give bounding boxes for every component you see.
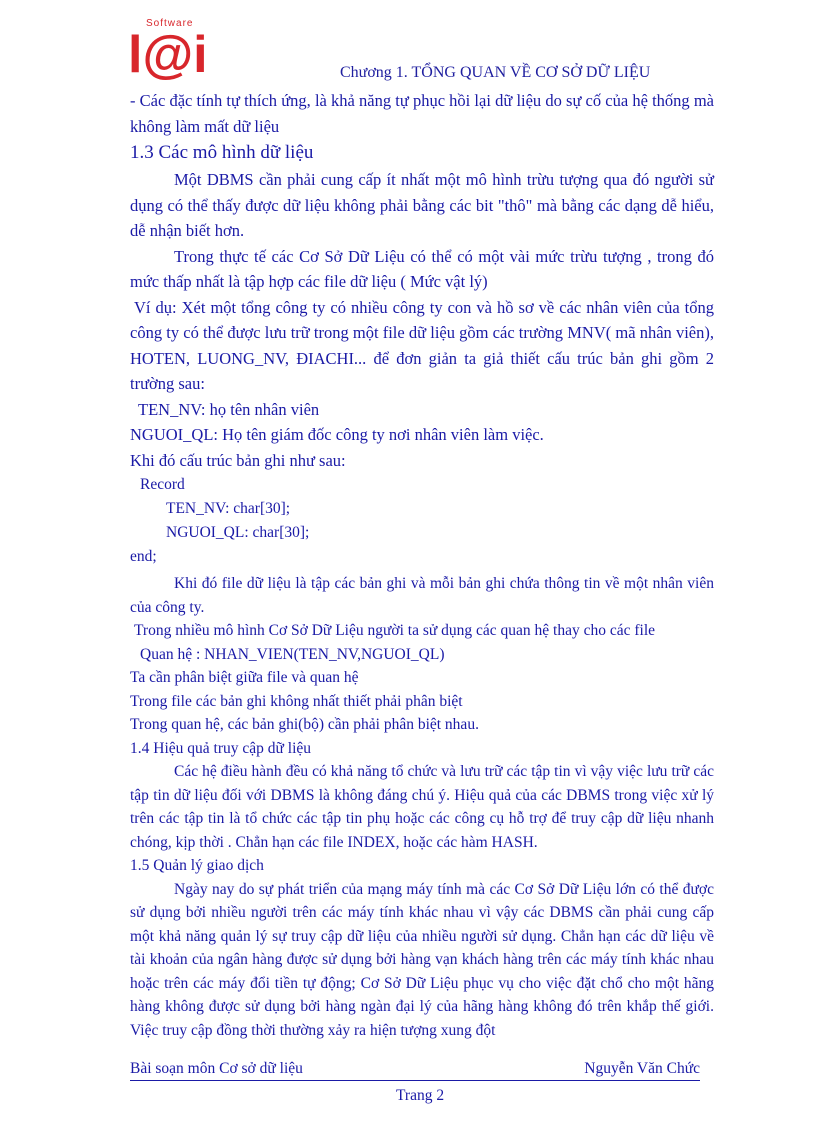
page-number: Trang 2 xyxy=(396,1087,445,1104)
code-line: Record xyxy=(140,476,185,493)
heading-1-3: 1.3 Các mô hình dữ liệu xyxy=(130,142,314,163)
footer-author: Nguyễn Văn Chức xyxy=(584,1060,700,1077)
svg-text:l@i: l@i xyxy=(128,26,208,82)
paragraph: Một DBMS cần phải cung cấp ít nhất một mô hình trừu tượng qua đó người sử dụng có thể thấy được dữ liệu không phải bằng các bit "thô" mà bằng các dạng dễ hiểu, dễ nhận biết hơn. xyxy=(130,170,714,240)
code-line: NGUOI_QL: char[30]; xyxy=(166,524,310,541)
paragraph: Các hệ điều hành đều có khả năng tổ chức và lưu trữ các tập tin vì vậy việc lưu trữ các tập tin dữ liệu đối với DBMS là không đáng chú ý. Hiệu quả của các DBMS trong việc xử lý trên các tập tin là tổ chức các tập tin phụ hoặc các công cụ hỗ trợ để truy cập dữ liệu nhanh chóng, kịp thời . Chẳn hạn các file INDEX, hoặc các hàm HASH. xyxy=(130,763,714,851)
record-intro: Khi đó cấu trúc bản ghi như sau: xyxy=(130,450,346,470)
code-line: TEN_NV: char[30]; xyxy=(166,500,291,517)
chapter-title: Chương 1. TỔNG QUAN VỀ CƠ SỞ DỮ LIỆU xyxy=(340,64,651,81)
publisher-logo xyxy=(126,16,218,82)
paragraph-example: Ví dụ: Xét một tổng công ty có nhiều công ty con và hồ sơ về các nhân viên của tổng công ty có thể được lưu trữ trong một file dữ liệu gồm các trường MNV( mã nhân viên), HOTEN, LUONG_NV, ĐIACHI... để đơn giản ta giả thiết cấu trúc bản ghi gồm 2 trường sau: xyxy=(130,297,714,393)
heading-1-5: 1.5 Quản lý giao dịch xyxy=(130,857,264,874)
paragraph: Ngày nay do sự phát triển của mạng máy tính mà các Cơ Sở Dữ Liệu lớn có thể được sử dụng bởi nhiều người trên các máy tính khác nhau vì vậy các DBMS cần phải cung cấp một khả năng quản lý sự truy cập dữ liệu của nhiều người sử dụng. Chẳn hạn các dữ liệu về tài khoản của ngân hàng được sử dụng bởi hàng vạn khách hàng trên các máy tính khác nhau hoặc trên các máy đổi tiền tự động; Cơ Sở Dữ Liệu phục vụ cho việc đặt chổ cho một hãng hàng không được sử dụng bởi hàng ngàn đại lý của hãng hàng không đó trên khắp thế giới. Việc truy cập đồng thời thường xảy ra hiện tượng xung đột xyxy=(130,880,714,1039)
code-line: end; xyxy=(130,548,157,565)
heading-1-4: 1.4 Hiệu quả truy cập dữ liệu xyxy=(130,739,312,757)
page-footer xyxy=(130,1060,700,1081)
footer-course: Bài soạn môn Cơ sở dữ liệu xyxy=(130,1060,303,1077)
text-line: Trong nhiều mô hình Cơ Sở Dữ Liệu người ta sử dụng các quan hệ thay cho các file xyxy=(134,622,656,639)
field-nguoi-ql: NGUOI_QL: Họ tên giám đốc công ty nơi nhân viên làm việc. xyxy=(130,425,544,444)
paragraph: Trong thực tế các Cơ Sở Dữ Liệu có thể có một vài mức trừu tượng , trong đó mức thấp nhất là tập hợp các file dữ liệu ( Mức vật lý) xyxy=(130,246,714,291)
paragraph: Khi đó file dữ liệu là tập các bản ghi và mỗi bản ghi chứa thông tin về một nhân viên của công ty. xyxy=(130,575,714,616)
intro-bullet: - Các đặc tính tự thích ứng, là khả năng tự phục hồi lại dữ liệu do sự cố của hệ thống mà không làm mất dữ liệu xyxy=(130,91,714,136)
text-line: Quan hệ : NHAN_VIEN(TEN_NV,NGUOI_QL) xyxy=(140,645,445,663)
text-line: Ta cần phân biệt giữa file và quan hệ xyxy=(130,669,359,686)
logo-icon xyxy=(126,16,218,82)
field-ten-nv: TEN_NV: họ tên nhân viên xyxy=(138,399,320,419)
svg-text:Software: Software xyxy=(146,18,194,29)
text-line: Trong quan hệ, các bản ghi(bộ) cần phải phân biệt nhau. xyxy=(130,716,479,733)
main-content xyxy=(130,88,714,1042)
text-line: Trong file các bản ghi không nhất thiết phải phân biệt xyxy=(130,692,463,710)
